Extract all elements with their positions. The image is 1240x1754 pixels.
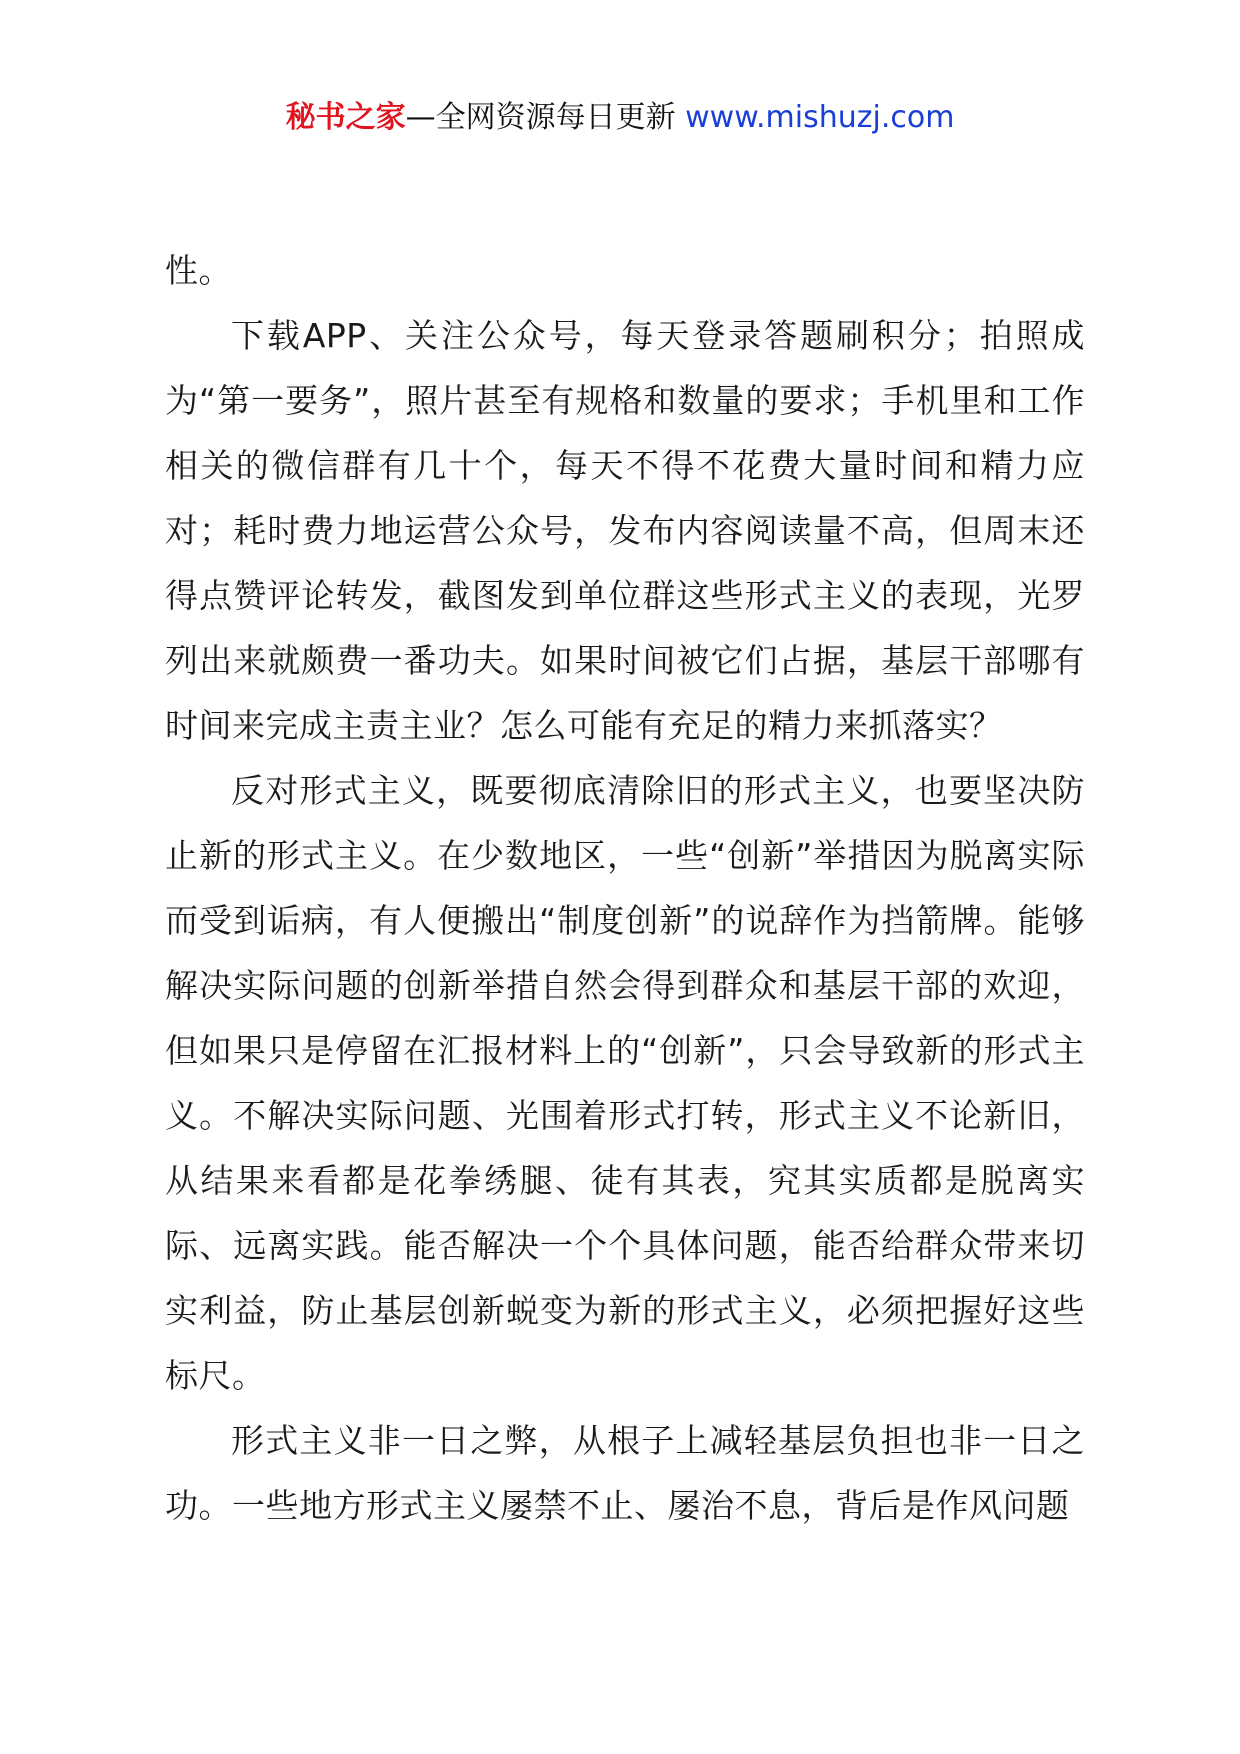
paragraph: 反对形式主义，既要彻底清除旧的形式主义，也要坚决防止新的形式主义。在少数地区，一些“创新”举措因为脱离实际而受到诟病，有人便搬出“制度创新”的说辞作为挡箭牌。能够解决实际问题的创新举措自然会得到群众和基层干部的欢迎，但如果只是停留在汇报材料上的“创新”，只会导致新的形式主义。不解决实际问题、光围着形式打转，形式主义不论新旧，从结果来看都是花拳绣腿、徒有其表，究其实质都是脱离实际、远离实践。能否解决一个个具体问题，能否给群众带来切实利益，防止基层创新蜕变为新的形式主义，必须把握好这些标尺。 xyxy=(165,771,1085,1395)
document-body xyxy=(165,238,1085,1538)
paragraph: 形式主义非一日之弊，从根子上减轻基层负担也非一日之功。一些地方形式主义屡禁不止、屡治不息，背后是作风问题 xyxy=(165,1421,1085,1525)
header-tagline: —全网资源每日更新 xyxy=(405,100,676,135)
brand-name: 秘书之家 xyxy=(285,100,406,135)
paragraph-continuation: 性。 xyxy=(165,251,232,290)
site-url-link[interactable]: www.mishuzj.com xyxy=(685,100,955,135)
page-header xyxy=(0,98,1240,138)
paragraph: 下载APP、关注公众号，每天登录答题刷积分；拍照成为“第一要务”，照片甚至有规格和数量的要求；手机里和工作相关的微信群有几十个，每天不得不花费大量时间和精力应对；耗时费力地运营公众号，发布内容阅读量不高，但周末还得点赞评论转发，截图发到单位群这些形式主义的表现，光罗列出来就颇费一番功夫。如果时间被它们占据，基层干部哪有时间来完成主责主业？怎么可能有充足的精力来抓落实？ xyxy=(165,316,1085,745)
